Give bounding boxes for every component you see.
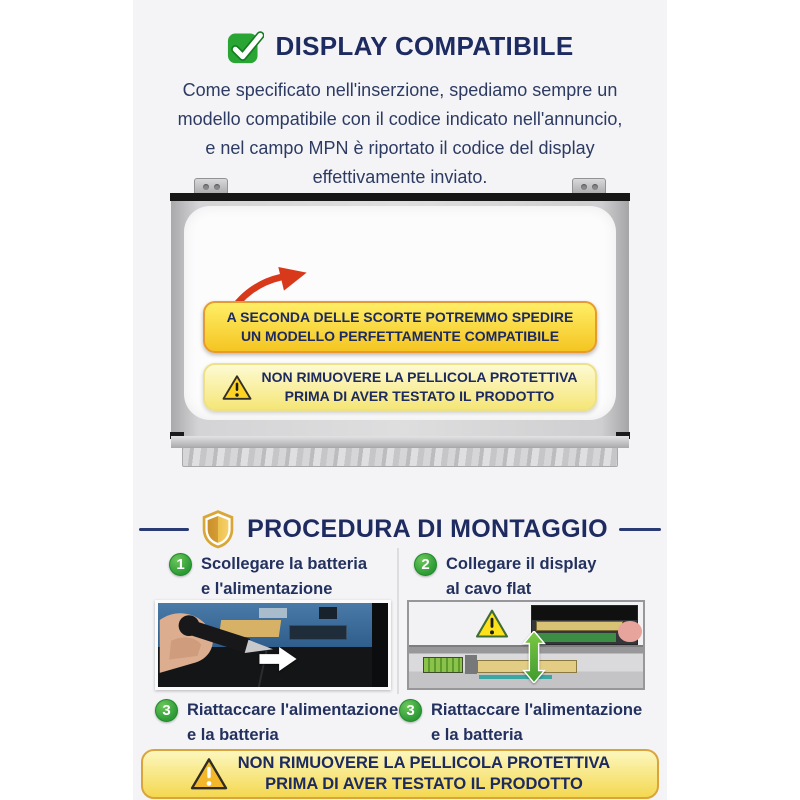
step-label-line: e la batteria — [187, 726, 279, 744]
step-label-line: Scollegare la batteria — [201, 555, 367, 573]
page-title: DISPLAY COMPATIBILE — [275, 31, 574, 61]
step-3-right-label — [431, 698, 642, 748]
gold-shield-icon — [200, 509, 236, 549]
warning-triangle-icon — [475, 609, 509, 639]
green-double-vertical-arrow-icon — [521, 631, 547, 683]
step-3-left-label — [187, 698, 398, 748]
lcd-panel-photo — [170, 174, 630, 470]
procedure-heading — [133, 506, 667, 552]
step-label-line: Collegare il display — [446, 555, 597, 573]
step-label-line: Riattaccare l'alimentazione — [431, 701, 643, 719]
green-pcb-connector — [423, 657, 463, 673]
step-3-left — [155, 698, 398, 748]
footer-banner-text — [238, 753, 610, 795]
step-1 — [169, 552, 367, 602]
warning-triangle-icon — [190, 757, 228, 791]
panel-foil-board — [182, 447, 618, 467]
hand-with-tool — [158, 603, 388, 687]
steps-column-divider — [397, 548, 399, 694]
intro-line: effettivamente inviato. — [312, 167, 488, 187]
green-pcb — [536, 633, 616, 641]
heading-rule-right — [619, 528, 661, 531]
step-label-line: al cavo flat — [446, 580, 532, 598]
intro-line: Come specificato nell'inserzione, spediamo sempre un — [182, 80, 618, 100]
step-2 — [414, 552, 596, 602]
content-column — [133, 0, 667, 800]
footer-banner-line: PRIMA DI AVER TESTATO IL PRODOTTO — [265, 775, 583, 793]
step-2-photo-connect-flat-cable — [407, 600, 645, 690]
footer-banner-line: NON RIMUOVERE LA PELLICOLA PROTETTIVA — [237, 754, 611, 772]
step-label-line: Riattaccare l'alimentazione — [187, 701, 399, 719]
header-title-row — [133, 28, 667, 65]
step-1-badge: 1 — [169, 553, 192, 576]
footer-film-warning-banner — [141, 749, 659, 799]
intro-line: e nel campo MPN è riportato il codice del display — [205, 138, 595, 158]
film-banner-line: PRIMA DI AVER TESTATO IL PRODOTTO — [284, 388, 555, 404]
heading-rule-left — [139, 528, 189, 531]
green-checkmark-icon — [227, 28, 264, 65]
film-banner-text — [261, 368, 577, 406]
stock-banner-line: A SECONDA DELLE SCORTE POTREMMO SPEDIRE — [226, 309, 574, 325]
connector-strip — [532, 606, 638, 620]
procedure-title: PROCEDURA DI MONTAGGIO — [247, 514, 608, 543]
gold-cable — [536, 621, 623, 631]
film-banner-line: NON RIMUOVERE LA PELLICOLA PROTETTIVA — [261, 369, 578, 385]
step-3-right-badge: 3 — [399, 699, 422, 722]
step-2-badge: 2 — [414, 553, 437, 576]
intro-line: modello compatibile con il codice indicato nell'annuncio, — [177, 109, 623, 129]
step-3-right — [399, 698, 642, 748]
step-3-left-badge: 3 — [155, 699, 178, 722]
warning-triangle-icon — [222, 374, 252, 401]
connector-block — [465, 655, 477, 674]
stock-banner-line: UN MODELLO PERFETTAMENTE COMPATIBILE — [240, 328, 560, 344]
step-label-line: e l'alimentazione — [201, 580, 333, 598]
step-label-line: e la batteria — [431, 726, 523, 744]
finger — [618, 621, 641, 642]
stock-warning-banner — [203, 301, 597, 353]
step-1-photo-disconnect-battery — [155, 600, 391, 690]
panel-top-bar — [170, 193, 630, 201]
step-2-label — [446, 552, 596, 602]
film-warning-banner — [203, 363, 597, 411]
step-1-label — [201, 552, 367, 602]
white-right-arrow-icon — [259, 647, 297, 671]
